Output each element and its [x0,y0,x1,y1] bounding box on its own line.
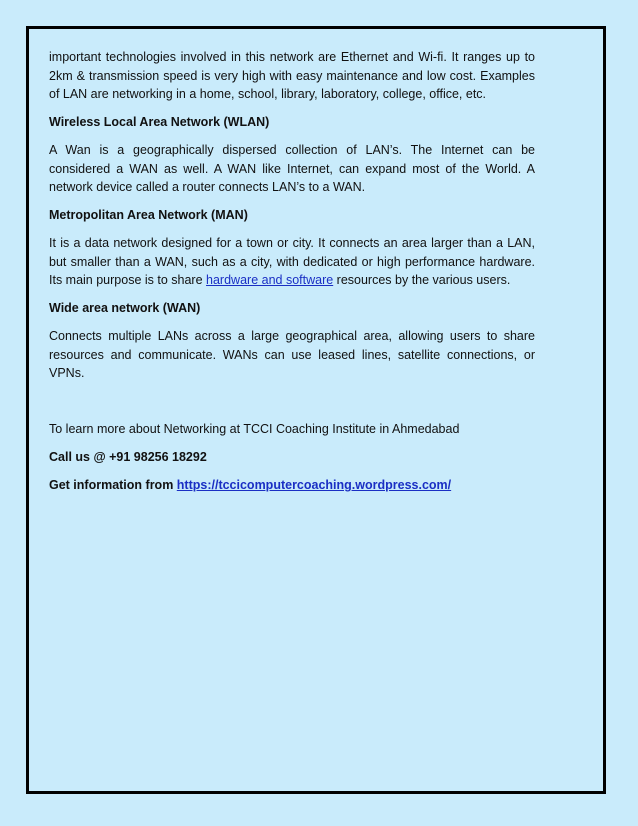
hardware-software-link[interactable]: hardware and software [206,273,334,287]
heading-wan: Wide area network (WAN) [49,301,201,315]
spacer [49,392,535,420]
heading-man: Metropolitan Area Network (MAN) [49,208,248,222]
heading-wlan: Wireless Local Area Network (WLAN) [49,115,270,129]
get-information-label: Get information from [49,478,177,492]
man-paragraph [49,234,535,290]
call-us-text: Call us @ +91 98256 18292 [49,450,207,464]
document-body [49,48,535,504]
learn-more-text: To learn more about Networking at TCCI Coaching Institute in Ahmedabad [49,422,460,436]
wan-paragraph: Connects multiple LANs across a large geographical area, allowing users to share resources and communicate. WANs can use leased lines, satellite connections, or VPNs. [49,329,535,380]
website-link[interactable]: https://tccicomputercoaching.wordpress.com/ [176,478,452,492]
man-text-after: resources by the various users. [333,273,511,287]
man-text-before: It is a data network designed for a town or city. It connects an area larger than a LAN, but smaller than a WAN, such as a city, with dedicated or high performance hardware. Its main purpose is to share [49,236,535,287]
wlan-paragraph: A Wan is a geographically dispersed collection of LAN’s. The Internet can be considered a WAN as well. A WAN like Internet, can expand most of the World. A network device called a router connects LAN’s to a WAN. [49,143,535,194]
intro-paragraph: important technologies involved in this network are Ethernet and Wi-fi. It ranges up to 2km & transmission speed is very high with easy maintenance and low cost. Examples of LAN are networking in a home, school, library, laboratory, college, office, etc. [49,50,535,101]
get-information-line [49,476,535,495]
